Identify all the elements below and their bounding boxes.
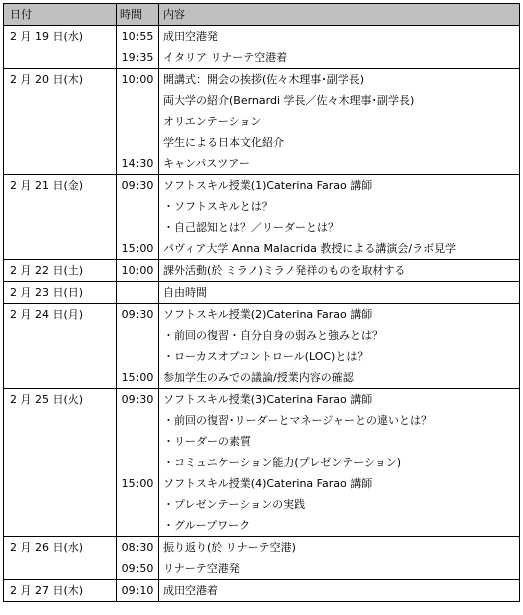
content-item: ・グループワーク — [163, 519, 251, 532]
day-row — [4, 537, 520, 580]
day-row — [4, 175, 520, 260]
content-item: ソフトスキル授業(1)Caterina Farao 講師 — [163, 179, 373, 192]
header-date: 日付 — [4, 4, 117, 26]
day-contents — [159, 389, 520, 537]
content-item: ソフトスキル授業(4)Caterina Farao 講師 — [163, 477, 373, 490]
content-item: ・自己認知とは？／リーダーとは？ — [163, 221, 339, 234]
time-value: 09:30 — [121, 308, 154, 321]
content-item: イタリア リナーテ空港着 — [163, 51, 288, 64]
time-value: 09:10 — [121, 584, 154, 597]
time-value: 08:30 — [121, 541, 154, 554]
content-item: 課外活動(於 ミラノ)ミラノ発祥のものを取材する — [163, 264, 406, 277]
day-times — [117, 282, 159, 304]
content-item: リナーテ空港発 — [163, 562, 240, 575]
content-item: ・ローカスオブコントロール(LOC)とは？ — [163, 350, 369, 363]
day-contents — [159, 580, 520, 602]
time-value — [117, 452, 158, 473]
content-item: ・コミュニケーション能力(プレゼンテーション) — [163, 456, 402, 469]
day-row — [4, 260, 520, 282]
content-item: 学生による日本文化紹介 — [163, 136, 284, 149]
header-content-label: 内容 — [163, 8, 185, 21]
day-date: 2 月 26 日(水) — [4, 537, 117, 580]
day-times — [117, 580, 159, 602]
content-item: ・プレゼンテーションの実践 — [163, 498, 306, 511]
time-value — [117, 325, 158, 346]
time-value: 09:30 — [121, 393, 154, 406]
day-row — [4, 282, 520, 304]
schedule-table — [3, 3, 520, 602]
time-value — [117, 196, 158, 217]
content-item: パヴィア大学 Anna Malacrida 教授による講演会/ラボ見学 — [163, 242, 457, 255]
time-value — [117, 132, 158, 153]
day-times — [117, 537, 159, 580]
time-value — [117, 431, 158, 452]
content-item: オリエンテーション — [163, 115, 262, 128]
content-item: ソフトスキル授業(3)Caterina Farao 講師 — [163, 393, 373, 406]
header-time — [117, 4, 159, 26]
time-value — [117, 111, 158, 132]
header-row — [4, 4, 520, 26]
day-row — [4, 580, 520, 602]
time-value: 14:30 — [121, 157, 154, 170]
day-times — [117, 260, 159, 282]
day-contents — [159, 537, 520, 580]
time-value — [117, 410, 158, 431]
time-value: 10:55 — [121, 30, 154, 43]
content-item: 振り返り(於 リナーテ空港) — [163, 541, 296, 554]
content-item: 両大学の紹介(Bernardi 学長／佐々木理事･副学長) — [163, 94, 415, 107]
time-value: 10:00 — [121, 264, 154, 277]
time-value: 09:30 — [121, 179, 154, 192]
day-date: 2 月 19 日(水) — [4, 26, 117, 69]
day-contents — [159, 282, 520, 304]
time-value — [117, 515, 158, 536]
content-item: 成田空港着 — [163, 584, 218, 597]
day-row — [4, 26, 520, 69]
time-value — [117, 90, 158, 111]
content-item: 参加学生のみでの議論/授業内容の確認 — [163, 371, 354, 384]
day-date: 2 月 25 日(火) — [4, 389, 117, 537]
day-times — [117, 69, 159, 175]
time-value — [117, 217, 158, 238]
time-value — [117, 494, 158, 515]
day-contents — [159, 26, 520, 69]
day-date: 2 月 22 日(土) — [4, 260, 117, 282]
content-item: 成田空港発 — [163, 30, 218, 43]
schedule-body — [4, 4, 520, 602]
header-time-label: 時間 — [120, 8, 142, 21]
day-date: 2 月 23 日(日) — [4, 282, 117, 304]
time-value: 19:35 — [121, 51, 154, 64]
day-row — [4, 389, 520, 537]
header-content — [159, 4, 520, 26]
time-value: 15:00 — [121, 477, 154, 490]
time-value: 15:00 — [121, 371, 154, 384]
day-times — [117, 389, 159, 537]
time-value: 09:50 — [121, 562, 154, 575]
content-item: キャンパスツアー — [163, 157, 250, 170]
day-date: 2 月 24 日(月) — [4, 304, 117, 389]
day-date: 2 月 27 日(木) — [4, 580, 117, 602]
content-item: ・前回の復習・自分自身の弱みと強みとは？ — [163, 329, 383, 342]
day-times — [117, 26, 159, 69]
day-contents — [159, 304, 520, 389]
day-contents — [159, 175, 520, 260]
day-date: 2 月 21 日(金) — [4, 175, 117, 260]
day-contents — [159, 69, 520, 175]
time-value: 10:00 — [121, 73, 154, 86]
content-item: 開講式：開会の挨拶(佐々木理事･副学長) — [163, 73, 365, 86]
content-item: ・前回の復習･リーダーとマネージャーとの違いとは？ — [163, 414, 433, 427]
content-item: ・ソフトスキルとは？ — [163, 200, 273, 213]
content-item: ソフトスキル授業(2)Caterina Farao 講師 — [163, 308, 373, 321]
day-row — [4, 304, 520, 389]
day-contents — [159, 260, 520, 282]
time-value — [117, 282, 158, 303]
day-times — [117, 175, 159, 260]
day-date: 2 月 20 日(木) — [4, 69, 117, 175]
time-value: 15:00 — [121, 242, 154, 255]
time-value — [117, 346, 158, 367]
day-row — [4, 69, 520, 175]
content-item: ・リーダーの素質 — [163, 435, 251, 448]
content-item: 自由時間 — [163, 286, 207, 299]
day-times — [117, 304, 159, 389]
